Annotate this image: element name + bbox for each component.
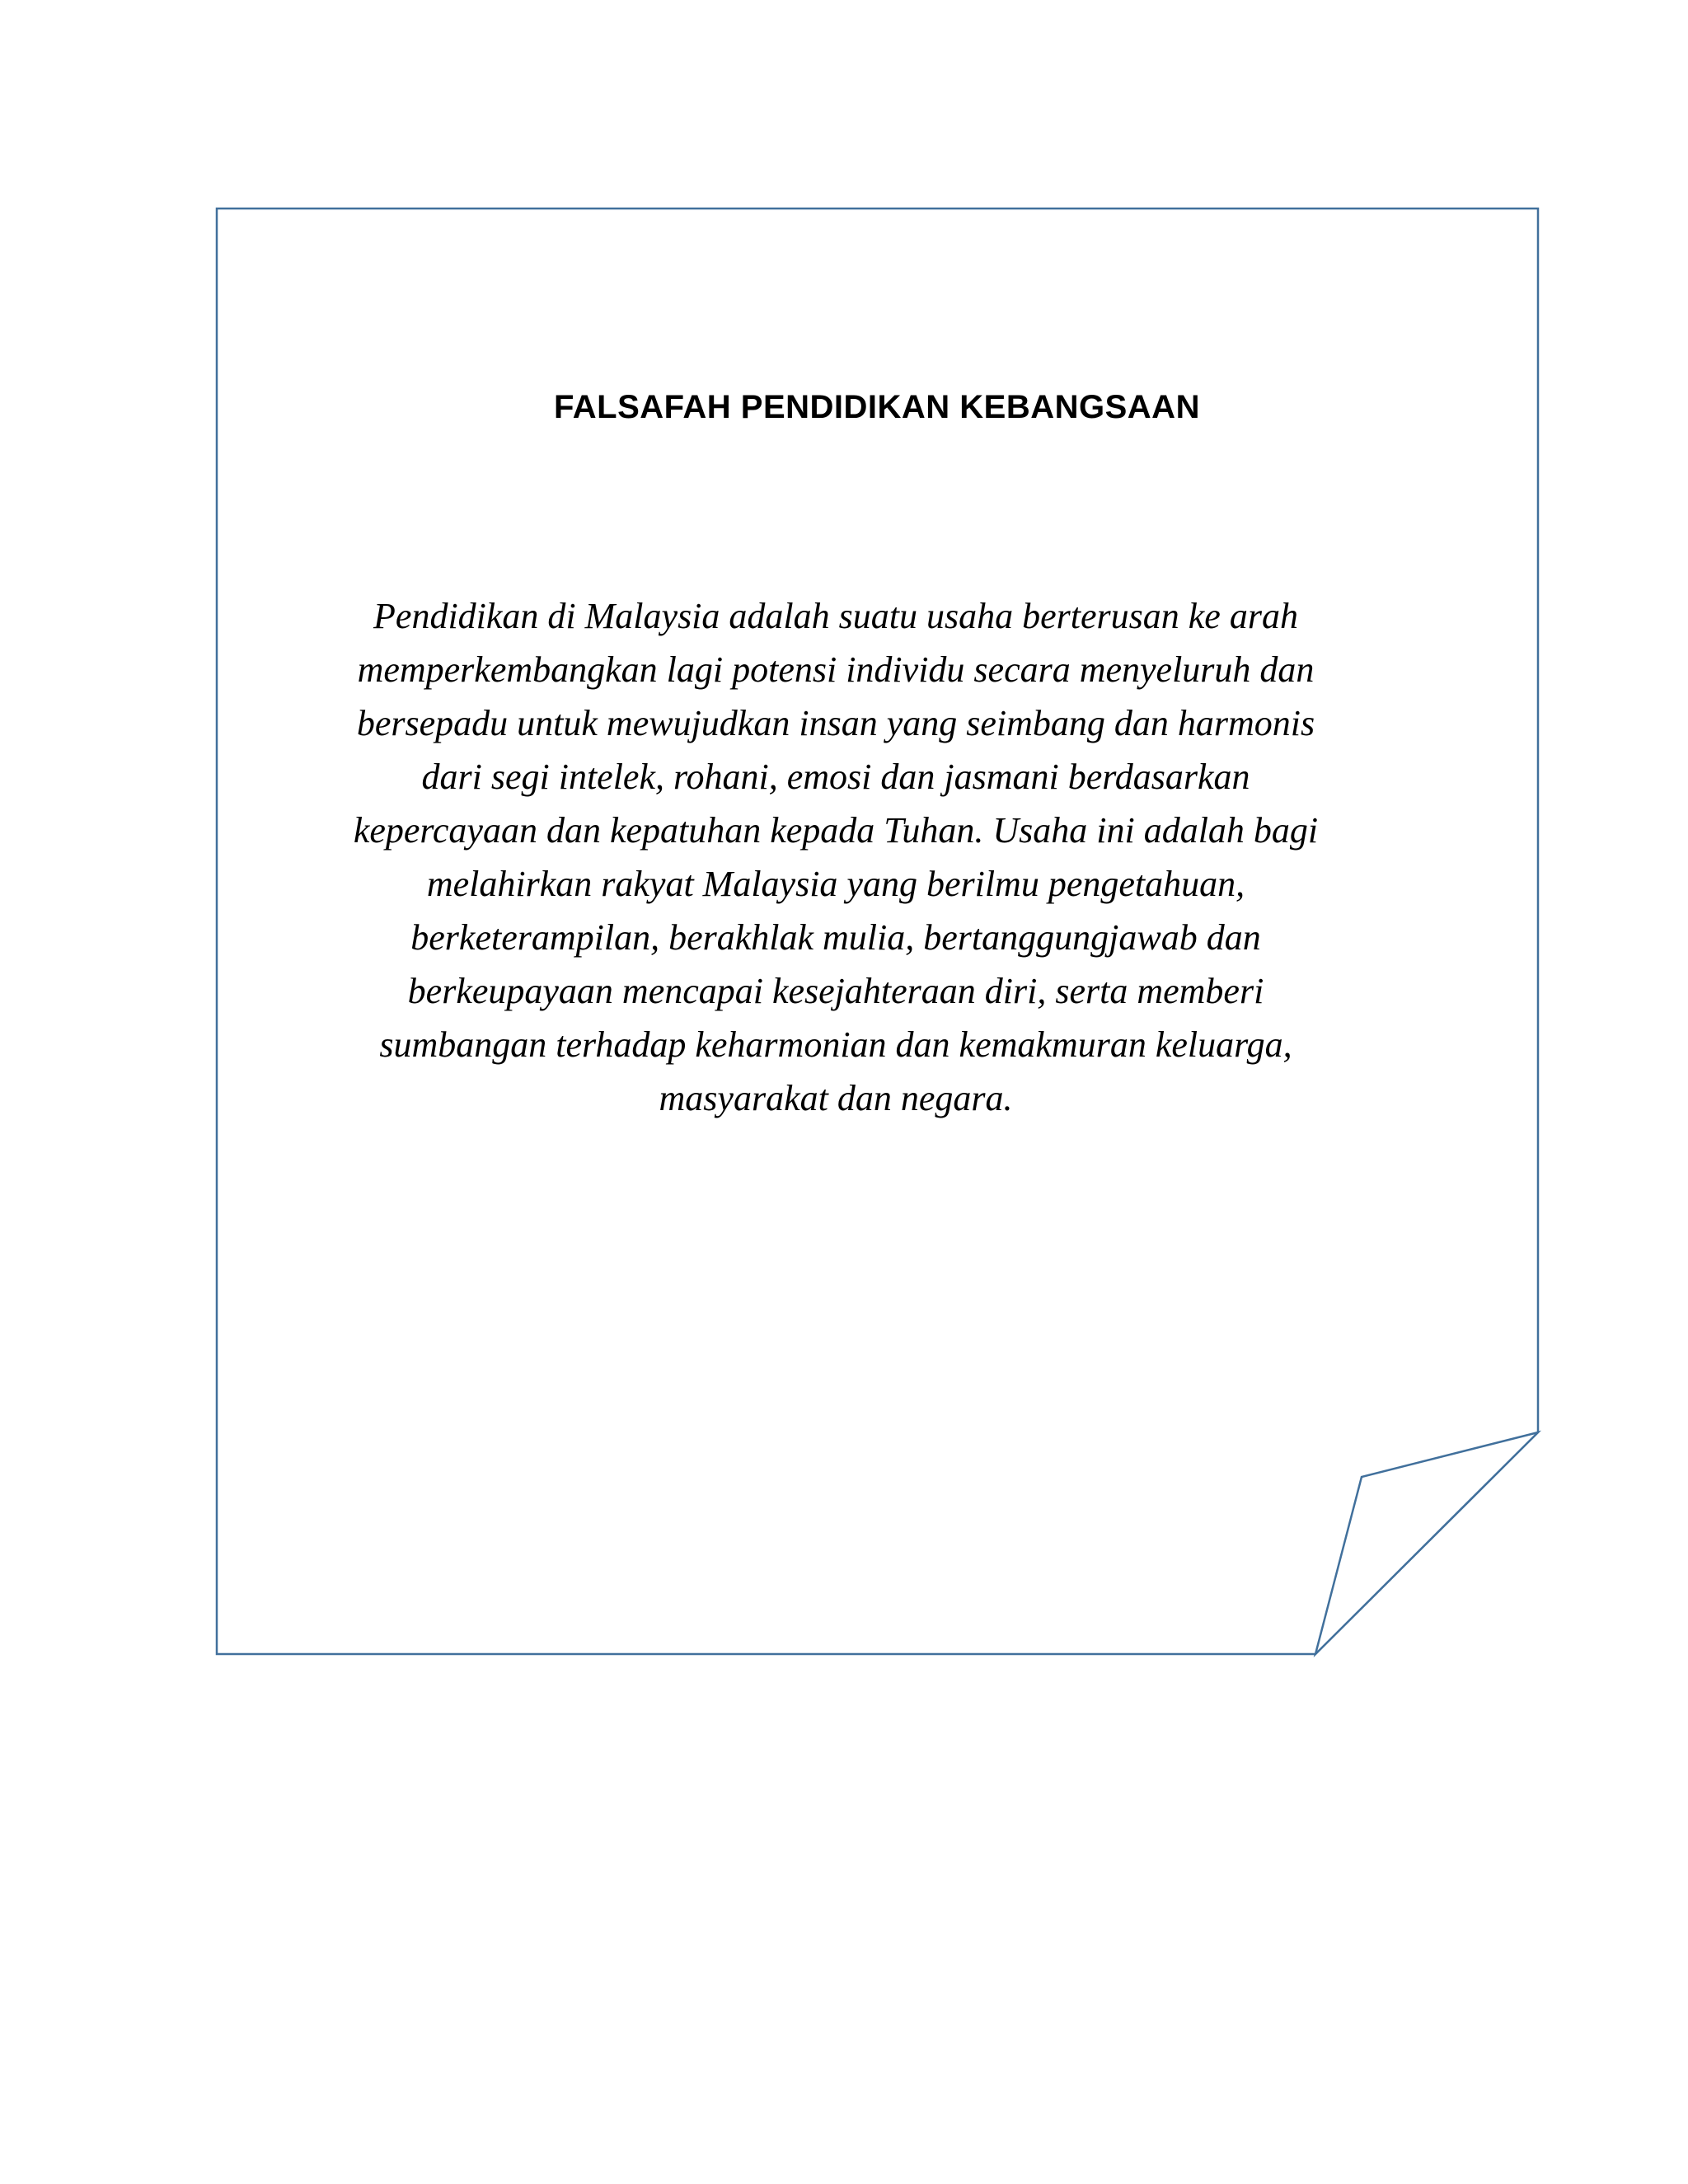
paragraph-line: Pendidikan di Malaysia adalah suatu usaha berterusan ke arah (373, 596, 1298, 636)
paragraph-line: melahirkan rakyat Malaysia yang berilmu pengetahuan, (426, 864, 1245, 904)
paragraph-line: berketerampilan, berakhlak mulia, bertanggungjawab dan (410, 917, 1261, 958)
paragraph-line: kepercayaan dan kepatuhan kepada Tuhan. Usaha ini adalah bagi (353, 810, 1319, 851)
paragraph-line: dari segi intelek, rohani, emosi dan jasmani berdasarkan (421, 757, 1250, 797)
paragraph-line: bersepadu untuk mewujudkan insan yang seimbang dan harmonis (356, 703, 1315, 743)
paragraph-line: berkeupayaan mencapai kesejahteraan diri, serta memberi (407, 971, 1264, 1011)
document-title: FALSAFAH PENDIDIKAN KEBANGSAAN (554, 389, 1200, 425)
paragraph-line: masyarakat dan negara. (659, 1078, 1013, 1118)
philosophy-paragraph (272, 589, 1400, 1125)
paragraph-line: sumbangan terhadap keharmonian dan kemakmuran keluarga, (379, 1024, 1292, 1065)
paragraph-line: memperkembangkan lagi potensi individu secara menyeluruh dan (357, 649, 1315, 690)
